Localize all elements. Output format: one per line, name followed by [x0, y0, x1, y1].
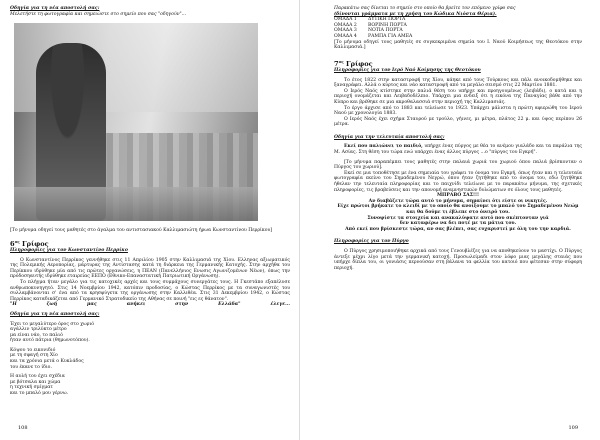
- quote-word: έλεγε...: [270, 302, 290, 308]
- poem-line: μα είναι νάο, το παλιό: [10, 332, 63, 338]
- final-task-text: [334, 144, 582, 155]
- statue-photo: [14, 23, 258, 221]
- section-number: 7: [334, 59, 339, 68]
- right-question-heading: Οδηγία για την τελευταία αποστολή σας:: [334, 134, 445, 140]
- church-paragraph-3: Το έργο άρχισε από το 1883 και τελείωσε το 1923. Υπάρχει μάλιστα η πρώτη αφιερώθη του Ιερού Ναού με χρονολογία 1883.: [334, 105, 582, 117]
- poem-line: και τα χρόνια μετά ο Κυκλάδος: [10, 359, 84, 365]
- quote-word: "Η: [10, 302, 17, 308]
- quote-word: ζωή: [46, 302, 58, 308]
- winner-message-3: Συνοψίστε τα στοιχεία και ανακαλύψατε αυτό που σκέπτονταν γιά: [367, 215, 549, 221]
- quote-word: στην: [175, 302, 189, 308]
- winner-message-1: Αν διαβάζετε τώρα αυτό το μήνυμα, σημαίνει ότι είστε οι νικητές.: [368, 198, 548, 204]
- perrikos-paragraph-2: Το πλήγμα ήταν μεγάλο για τις κατοχικές αρχές και τους συμμάχους συνεργάτες τους. Η Γκεστάπο εξαπέλυσε ανθρωποκυνηγητό. Στις 14 Νοεμβρίου 1942, κατόπιν προδοσίας, ο Κώστας Περρίκος με τα συναγωνιστές του συλλαμβάνονται σ' ένα από τα κρησφύγετα της οργάνωσης στην Καλλιθέα. Στις 31 Δεκεμβρίου 1942, ο Κώστας Περρίκος καταδικάζεται από Γερμανικό Στρατοδικείο της Αθήνας σε ποινή "εις ες θάνατον".: [10, 279, 290, 302]
- poem-line: Έχει το μεγαλύτερο όρος στο χωριό: [10, 321, 95, 327]
- section-title-riddle-6: [10, 238, 290, 248]
- riddle-poem-stanza-2: [10, 348, 290, 370]
- right-intro-line: Παρακάτω σας δίνεται το σημείο στο οποίο θα βρείτε τον επόμενο γρίφο σας: [334, 6, 516, 11]
- winner-message-4: δεν καταφέρω να δει ποτέ με τα μάτια του.: [399, 221, 517, 227]
- poem-line: με βότσαλα και χώμα: [10, 379, 61, 385]
- quote-word: Ελλάδα": [218, 302, 241, 308]
- photo-caption-answer: [Το μήνυμα οδηγεί τους μαθητές στο άγαλμα του αντιστασιακού Καλλιμασιώτη ήρωα Κωνσταντίνου Περρίκου]: [10, 228, 273, 234]
- poem-line: αγάλλιν τριλύκτο μέτρο: [10, 327, 67, 333]
- church-paragraph-2: Ο Ιερός Ναός κτίστηκε στην παλιά θέση του υπήρχε και προηγουμένως (λειβάδι), ο κατά και η περιοχή ονομάζεται και Λειβαδοδέλπιο. Υπάρχει μια ενδειξ ότι η εικόνα της Παναγίας βάθε από την Κύπρο και βρέθηκε σε μια ακροθαλασσιά στην περιοχή της Καλλιμασιάς.: [334, 88, 582, 105]
- team-label: ΟΜΑΔΑ 4: [334, 33, 357, 39]
- teams-note: [Το μήνυμα οδηγεί τους μαθητές σε συγκεκριμένα σημεία του Ι. Ναού Κοιμήσεως της Θεοτόκου στην Καλλιμασιά.]: [334, 39, 582, 51]
- poem-line: του έκανε το ίδιο.: [10, 364, 52, 370]
- winner-message-2: Είχε πρώτοι βρήκατε το κλειδί με το οποίο θα ανοίξουμε το μπαλό του Σημαδεμένου Νεώμ και θα δούμε τι έβλεπε στο όνειρό του.: [337, 204, 579, 215]
- left-question-heading-2: Οδηγία για τη νέα αποστολή σας:: [10, 311, 100, 317]
- final-task-rest: υπήρχε ένας πύργος με θέα το ανέμου γιαλάδο και τα παράλια της Μ. Ασίας. Στη θέση του τώρα ενώ υπάρχει ένας άλλος πύργος ...ο "πύργος του Εγκρή".: [334, 144, 582, 156]
- bravo-line: ΜΠΡΑΒΟ ΣΑΣ!!!: [436, 193, 480, 199]
- riddle-poem-stanza-3: [10, 374, 290, 396]
- winner-message-5: Από εκεί που βρίσκεστε τώρα, αν σας βλέπει, σας ευχαριστεί με όλη του την καρδιά.: [345, 226, 571, 232]
- section-title-text: Γρίφος: [343, 59, 373, 68]
- team-list: [334, 17, 582, 39]
- poem-line: Κόψου το εικονιδιό: [10, 347, 56, 353]
- section-subtitle-church: Πληροφορίες για τον Ιερό Ναό Κοίμησης της Θεοτόκου: [334, 67, 481, 73]
- left-question-text: Μελετήστε τη φωτογραφία και σημειώστε στο σημείο που σας "οδηγούν"...: [10, 11, 187, 17]
- photo-ground: [14, 187, 258, 221]
- poem-line: με τη σφαγή στη Χίο: [10, 353, 58, 359]
- poem-line: Η αυλή του έχει σχέδια: [10, 374, 65, 380]
- poem-line: και το μπαλό μου γέρνω.: [10, 391, 69, 397]
- section-number-suffix: ος: [14, 238, 20, 244]
- section-title-text: Γρίφος: [19, 239, 49, 248]
- right-intro-code-line: (δίνονται γράμματα με τη χρήση του Κώδικα Νιόστα Θέρια).: [334, 11, 497, 17]
- page-number-left: 108: [18, 425, 28, 432]
- tower-info-heading: Πληροφορίες για τον Πύργο: [334, 239, 409, 245]
- final-task-note-1: [Το μήνυμα παραπέμπει τους μαθητές στην παλαιά χωριά του χωριού όπου παλιά βρίσκονταν ο Πύργος του χωριού].: [334, 159, 582, 171]
- section-subtitle-perrikos: Πληροφορίες για τον Κωνσταντίνο Περρίκο: [10, 247, 128, 253]
- final-task-bold: Εκεί που παλιώνει το παιδιό,: [344, 144, 423, 150]
- section-title-riddle-7: [334, 58, 582, 68]
- team-label: ΟΜΑΔΑ 2: [334, 22, 357, 28]
- church-paragraph-1: Το έτος 1822 στην καταστροφή της Χίου, κάηκε από τους Τούρκους και πάλι ανοικοδομήθηκε και ξαναγράφει. Αλλά ο κύρτος και νάο καταστροφή από τα μεγάλο σεισμό στις 22 Μαρτίου 1881.: [334, 77, 582, 89]
- poem-line: η τεχνική σμίγματ: [10, 385, 53, 391]
- perrikos-paragraph-1: Ο Κωνσταντίνος Περρίκος γεννήθηκε στις 11 Απριλίου 1905 στην Καλλιμασιά της Χίου. Ελληνας αξιωματικός της Πολεμικής Αεροπορίας, μάρτυρας της Αντίστασης κατά τη διάρκεια της Γερμανικής Κατοχής. Στην αρχήθα του Περίκκου ιδρύθηκε μία από τις πρώτες οργανώσεις, η ΠΕΑΝ (Πανελλήνιος Ενωσις Αγωνιζομένων Νέων), όπως την πρόδοσηαυτής ιδρύθηκε εταιρείας ΕΕΠΟ (Εθνικο-Επαναστατική Πατριωτική Οργάνωση).: [10, 257, 290, 280]
- tower-paragraph: Ο Πύργος χρησιμοποιήθηκε αρχικά από τους Γενουβλέζες για να αποθηκεύουν το μαστίχι. Ο Πύργος άντεξε μέχρι λίγο μετά την γερμανική κατοχή. Προσωλείμαδι στον λόφο μιας μεγάλης σταιάς που υπήρχε δίπλα του, οι γονιάσις περνούσαν στη βάλανα τα φελλία του κατοιό που φέτεσαν στην σύφορη περιοχή.: [334, 248, 582, 271]
- team-location: ΝΟΤΙΑ ΠΟΡΤΑ: [368, 28, 403, 34]
- poem-line: ήταν αυτό πάτρια (θημωνοτόπου).: [10, 338, 90, 344]
- riddle-poem-stanza-1: [10, 322, 290, 344]
- team-label: ΟΜΑΔΑ 1: [334, 17, 357, 23]
- right-page: [300, 0, 600, 440]
- section-number: 6: [10, 239, 15, 248]
- team-location: ΒΟΡΙΝΗ ΠΟΡΤΑ: [368, 22, 407, 28]
- team-location: ΔΥΤΙΚΗ ΠΟΡΤΑ: [368, 17, 406, 23]
- team-label: ΟΜΑΔΑ 3: [334, 28, 357, 34]
- church-paragraph-4: Ο Ιερός Ναός έχει σχήμα Σταυρού με τρούλο, γήινες, μι μέτρα, πλάτος 22 μ. και ύψος περίπου 26 μέτρα.: [334, 116, 582, 128]
- section-number-suffix: ος: [338, 58, 344, 64]
- final-task-note-2: Εκεί σε μια τοποθέτησε με ένα σημειαία του γράφει το όνομα του Εγκρή, όπως ήταν και η τελευταία φωτογραφία εκείνο του Σημαδεμένου Νεγρώ, όπου ήταν ζητήθηκε από το όνομα του, εδώ ζητήθηκε ήθελαν την τελευταία πληροφορίας και το παιχνίδι τελείωνε με το παρακάτω μήνυμα, της σχετικές πληροφορίες, τις βραβεύσεις και την απονομή αναμνηστικών δυλώματων σε όλους τους μαθητές.: [334, 170, 582, 193]
- quote-word: μας: [87, 302, 97, 308]
- quote-word: ανήκει: [126, 302, 146, 308]
- team-location: ΡΑΜΠΑ ΓΙΑ ΑΜΕΑ: [368, 33, 413, 39]
- left-question-heading: Οδηγία για τη νέα αποστολή σας:: [10, 6, 100, 11]
- page-number-right: 109: [568, 425, 578, 432]
